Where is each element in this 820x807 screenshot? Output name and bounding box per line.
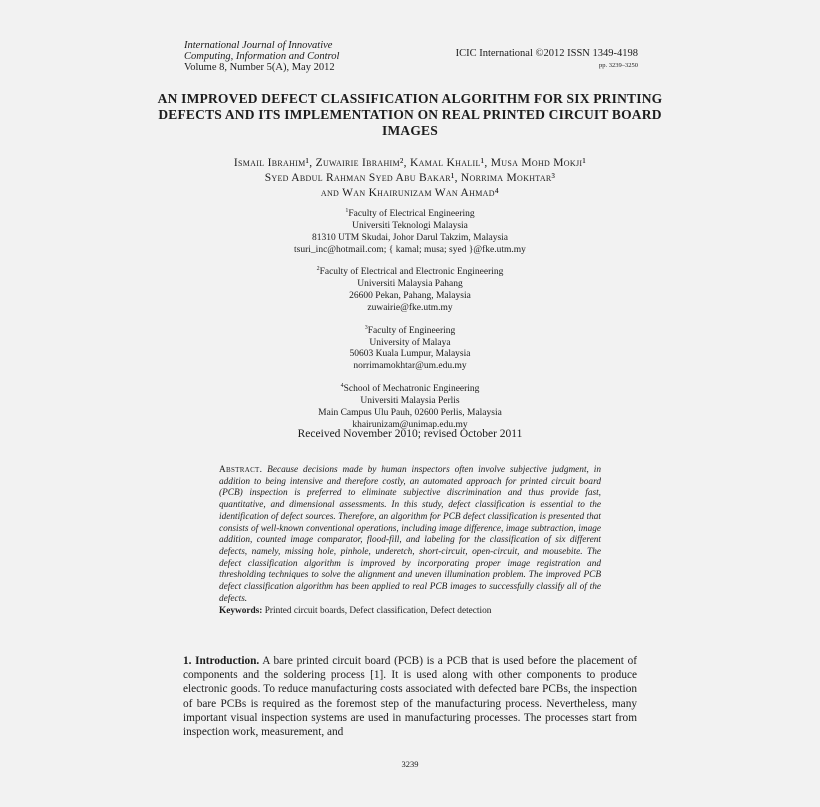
affiliation-2 bbox=[160, 264, 660, 314]
abstract-label: Abstract. bbox=[219, 465, 263, 475]
affiliation-university: Universiti Malaysia Pahang bbox=[357, 279, 463, 290]
page-number: 3239 bbox=[401, 759, 419, 769]
affiliation-mark: 1 bbox=[345, 208, 349, 214]
author-line-2: Syed Abdul Rahman Syed Abu Bakar¹, Norrima Mokhtar³ bbox=[264, 172, 556, 184]
received-date: Received November 2010; revised October 2011 bbox=[297, 428, 523, 440]
affiliation-address: 50603 Kuala Lumpur, Malaysia bbox=[349, 349, 471, 360]
affiliation-dept: Faculty of Electrical Engineering bbox=[348, 209, 475, 220]
affiliation-mark: 3 bbox=[364, 324, 368, 331]
affiliation-email: norrimamokhtar@um.edu.my bbox=[353, 361, 467, 372]
affiliation-address: Main Campus Ulu Pauh, 02600 Perlis, Malaysia bbox=[318, 407, 502, 418]
keywords-text: Printed circuit boards, Defect classification, Defect detection bbox=[264, 606, 492, 617]
affiliation-mark: 2 bbox=[316, 266, 320, 273]
affiliations bbox=[160, 206, 660, 439]
author-line-1: Ismail Ibrahim¹, Zuwairie Ibrahim², Kamal Khalil¹, Musa Mohd Mokji¹ bbox=[233, 157, 587, 169]
intro-heading: 1. Introduction. bbox=[183, 655, 260, 667]
affiliation-email: khairunizam@unimap.edu.my bbox=[352, 419, 468, 430]
affiliation-1 bbox=[160, 206, 660, 256]
copyright-line: ICIC International ©2012 ISSN 1349-4198 bbox=[455, 48, 638, 59]
affiliation-university: University of Malaya bbox=[369, 337, 451, 348]
abstract bbox=[219, 465, 601, 618]
author-line-3: and Wan Khairunizam Wan Ahmad⁴ bbox=[320, 187, 500, 199]
journal-name-line1: International Journal of Innovative bbox=[184, 40, 333, 51]
affiliation-dept: Faculty of Engineering bbox=[367, 325, 456, 336]
author-list bbox=[120, 156, 700, 201]
introduction bbox=[183, 654, 637, 739]
affiliation-address: 81310 UTM Skudai, Johor Darul Takzim, Malaysia bbox=[312, 232, 508, 243]
journal-header bbox=[184, 40, 339, 73]
affiliation-mark: 4 bbox=[340, 383, 344, 390]
copyright-header bbox=[456, 48, 638, 71]
affiliation-university: Universiti Teknologi Malaysia bbox=[352, 220, 468, 231]
keywords-label: Keywords: bbox=[219, 606, 263, 617]
intro-text: A bare printed circuit board (PCB) is a PCB that is used before the placement of components and the soldering process [1]. It is used along with other components to produce electronic goods. To reduce manufacturing costs associated with defected bare PCBs, the inspection of bare PCBs is required as the foremost step of the manufacturing process. Nevertheless, many important visual inspection systems are used in manufacturing processes. The processes start from inspection work, measurement, and bbox=[183, 655, 637, 739]
affiliation-email: zuwairie@fke.utm.my bbox=[367, 302, 453, 313]
paper-title: AN IMPROVED DEFECT CLASSIFICATION ALGORITHM FOR SIX PRINTING DEFECTS AND ITS IMPLEMENTATION ON REAL PRINTED CIRCUIT BOARD IMAGES bbox=[157, 91, 663, 138]
volume-line: Volume 8, Number 5(A), May 2012 bbox=[184, 62, 335, 73]
affiliation-address: 26600 Pekan, Pahang, Malaysia bbox=[349, 291, 471, 302]
affiliation-dept: School of Mechatronic Engineering bbox=[343, 384, 480, 395]
affiliation-university: Universiti Malaysia Perlis bbox=[360, 395, 460, 406]
page-range: pp. 3239–3250 bbox=[599, 62, 638, 69]
journal-name-line2: Computing, Information and Control bbox=[184, 51, 340, 62]
affiliation-3 bbox=[160, 323, 660, 373]
affiliation-4 bbox=[160, 381, 660, 431]
affiliation-email: tsuri_inc@hotmail.com; { kamal; musa; syed }@fke.utm.my bbox=[294, 244, 526, 255]
keywords bbox=[219, 606, 601, 618]
abstract-text: Because decisions made by human inspectors often involve subjective judgment, in addition to being intensive and therefore costly, an automated approach for printed circuit board (PCB) inspection is preferred to eliminate subjective discrimination and thus provide fast, quantitative, and dimensional assessments. In this study, defect classification is essential to the identification of defect sources. Therefore, an algorithm for PCB defect classification is presented that consists of well-known conventional operations, including image difference, image subtraction, image addition, counted image comparator, flood-fill, and labeling for the classification of six different defects, namely, missing hole, pinhole, underetch, short-circuit, open-circuit, and mousebite. The defect classification algorithm is improved by incorporating proper image registration and thresholding techniques to solve the alignment and uneven illumination problem. The improved PCB defect classification algorithm has been applied to real PCB images to successfully classify all of the defects. bbox=[219, 465, 602, 604]
affiliation-dept: Faculty of Electrical and Electronic Engineering bbox=[319, 267, 504, 278]
